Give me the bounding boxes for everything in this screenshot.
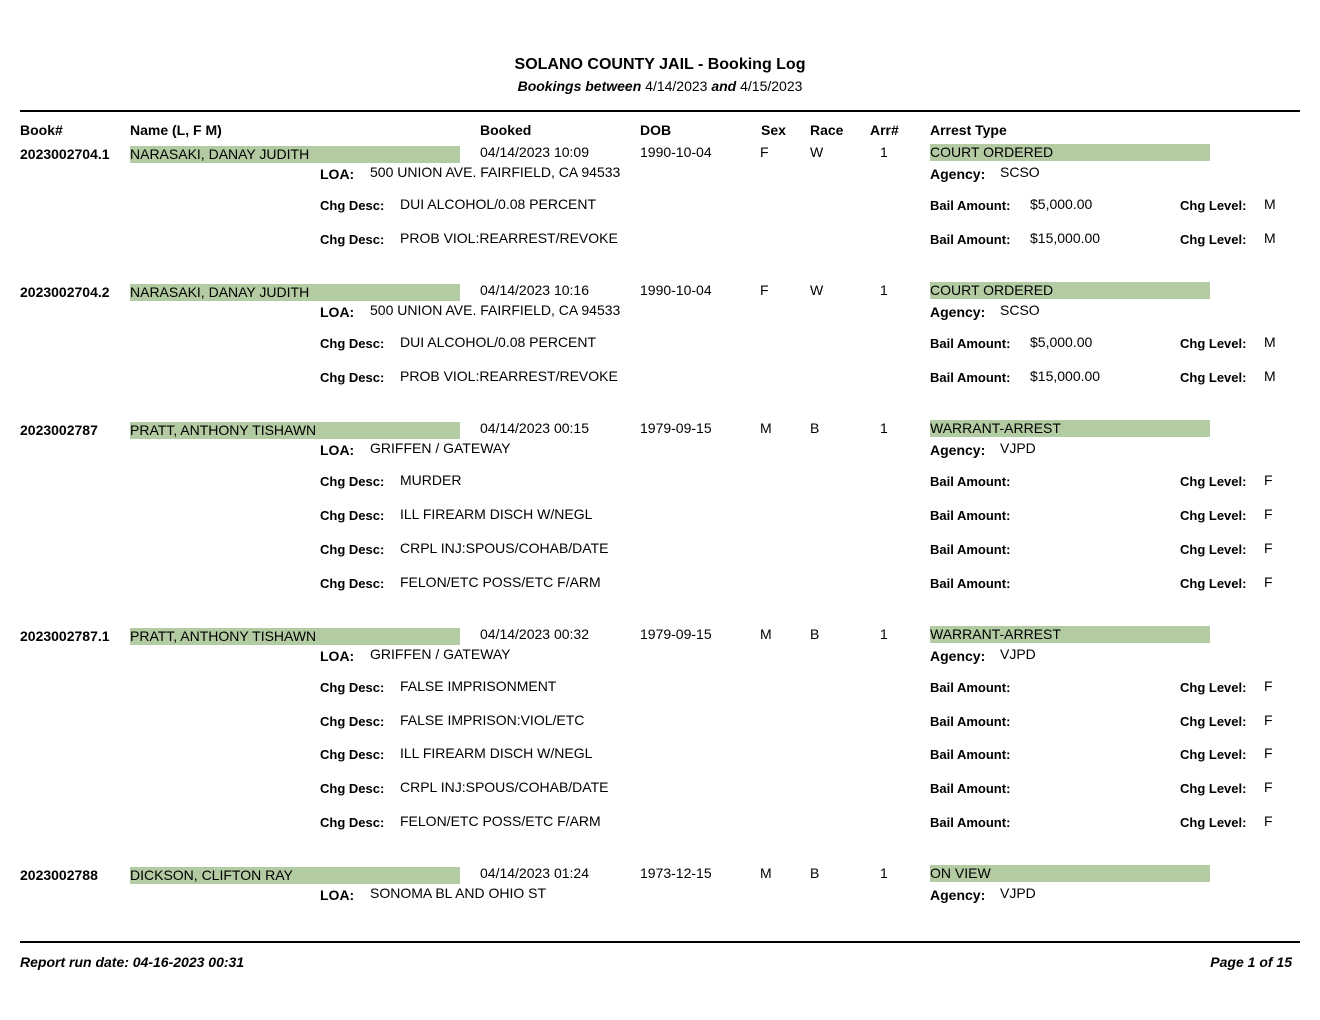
loa-value: SONOMA BL AND OHIO ST (370, 885, 547, 901)
inmate-name: PRATT, ANTHONY TISHAWN (130, 422, 460, 439)
col-booked: Booked (480, 122, 532, 138)
agency-value: SCSO (1000, 302, 1040, 318)
arrest-count: 1 (880, 865, 888, 881)
date-from: 4/14/2023 (645, 78, 708, 94)
chg-desc-value: FALSE IMPRISONMENT (400, 678, 557, 694)
sex: M (760, 420, 772, 436)
loa-label: LOA: (320, 304, 355, 320)
chg-level-label: Chg Level: (1180, 508, 1247, 523)
agency-label: Agency: (930, 442, 986, 458)
col-sex: Sex (761, 122, 786, 138)
page-number: Page 1 of 15 (1210, 954, 1292, 970)
col-arr: Arr# (870, 122, 899, 138)
inmate-name: NARASAKI, DANAY JUDITH (130, 146, 460, 163)
bail-amount-label: Bail Amount: (930, 474, 1011, 489)
loa-value: 500 UNION AVE. FAIRFIELD, CA 94533 (370, 302, 621, 318)
loa-label: LOA: (320, 442, 355, 458)
chg-level-label: Chg Level: (1180, 198, 1247, 213)
chg-desc-value: ILL FIREARM DISCH W/NEGL (400, 745, 593, 761)
chg-level-value: F (1264, 745, 1273, 761)
chg-desc-value: DUI ALCOHOL/0.08 PERCENT (400, 196, 597, 212)
chg-level-label: Chg Level: (1180, 576, 1247, 591)
booked-datetime: 04/14/2023 10:16 (480, 282, 589, 298)
chg-level-label: Chg Level: (1180, 542, 1247, 557)
booked-datetime: 04/14/2023 00:15 (480, 420, 589, 436)
bail-amount-label: Bail Amount: (930, 815, 1011, 830)
inmate-name: NARASAKI, DANAY JUDITH (130, 284, 460, 301)
chg-desc-label: Chg Desc: (320, 474, 385, 489)
dob: 1979-09-15 (640, 420, 712, 436)
arrest-count: 1 (880, 626, 888, 642)
arrest-count: 1 (880, 282, 888, 298)
inmate-name: PRATT, ANTHONY TISHAWN (130, 628, 460, 645)
subtitle-prefix: Bookings between (517, 78, 642, 94)
chg-level-label: Chg Level: (1180, 714, 1247, 729)
chg-level-label: Chg Level: (1180, 336, 1247, 351)
chg-desc-value: FELON/ETC POSS/ETC F/ARM (400, 574, 601, 590)
bail-amount-label: Bail Amount: (930, 781, 1011, 796)
arrest-type: COURT ORDERED (930, 144, 1210, 161)
chg-desc-label: Chg Desc: (320, 508, 385, 523)
chg-level-label: Chg Level: (1180, 781, 1247, 796)
arrest-type: COURT ORDERED (930, 282, 1210, 299)
chg-desc-value: FELON/ETC POSS/ETC F/ARM (400, 813, 601, 829)
booked-datetime: 04/14/2023 01:24 (480, 865, 589, 881)
bail-amount-label: Bail Amount: (930, 198, 1011, 213)
bail-amount-value: $5,000.00 (1030, 334, 1093, 350)
subtitle-and: and (711, 78, 737, 94)
chg-level-value: M (1264, 196, 1276, 212)
chg-desc-label: Chg Desc: (320, 370, 385, 385)
race: W (810, 282, 824, 298)
col-book: Book# (20, 122, 63, 138)
chg-level-value: F (1264, 712, 1273, 728)
agency-value: VJPD (1000, 646, 1036, 662)
chg-level-value: F (1264, 472, 1273, 488)
sex: F (760, 144, 769, 160)
loa-value: GRIFFEN / GATEWAY (370, 440, 511, 456)
book-number: 2023002788 (20, 867, 98, 883)
bail-amount-label: Bail Amount: (930, 508, 1011, 523)
chg-level-label: Chg Level: (1180, 474, 1247, 489)
report-subtitle (0, 78, 1320, 94)
dob: 1979-09-15 (640, 626, 712, 642)
col-race: Race (810, 122, 844, 138)
header-rule (20, 110, 1300, 112)
arrest-count: 1 (880, 420, 888, 436)
sex: M (760, 626, 772, 642)
bail-amount-label: Bail Amount: (930, 542, 1011, 557)
chg-level-value: F (1264, 678, 1273, 694)
chg-level-label: Chg Level: (1180, 680, 1247, 695)
agency-value: VJPD (1000, 885, 1036, 901)
book-number: 2023002704.2 (20, 284, 110, 300)
chg-level-value: F (1264, 506, 1273, 522)
chg-desc-value: PROB VIOL:REARREST/REVOKE (400, 368, 618, 384)
chg-level-label: Chg Level: (1180, 747, 1247, 762)
chg-desc-label: Chg Desc: (320, 747, 385, 762)
chg-desc-label: Chg Desc: (320, 542, 385, 557)
loa-label: LOA: (320, 166, 355, 182)
chg-desc-value: ILL FIREARM DISCH W/NEGL (400, 506, 593, 522)
bail-amount-value: $5,000.00 (1030, 196, 1093, 212)
chg-level-label: Chg Level: (1180, 815, 1247, 830)
chg-desc-label: Chg Desc: (320, 198, 385, 213)
bail-amount-label: Bail Amount: (930, 747, 1011, 762)
bail-amount-label: Bail Amount: (930, 370, 1011, 385)
chg-desc-value: DUI ALCOHOL/0.08 PERCENT (400, 334, 597, 350)
arrest-type: ON VIEW (930, 865, 1210, 882)
bail-amount-value: $15,000.00 (1030, 230, 1101, 246)
booked-datetime: 04/14/2023 10:09 (480, 144, 589, 160)
race: B (810, 626, 820, 642)
agency-label: Agency: (930, 887, 986, 903)
bail-amount-label: Bail Amount: (930, 680, 1011, 695)
report-run-date: Report run date: 04-16-2023 00:31 (20, 954, 245, 970)
chg-desc-label: Chg Desc: (320, 815, 385, 830)
loa-label: LOA: (320, 648, 355, 664)
chg-desc-value: CRPL INJ:SPOUS/COHAB/DATE (400, 540, 609, 556)
chg-desc-value: CRPL INJ:SPOUS/COHAB/DATE (400, 779, 609, 795)
arrest-type: WARRANT-ARREST (930, 626, 1210, 643)
chg-level-value: F (1264, 779, 1273, 795)
bail-amount-label: Bail Amount: (930, 576, 1011, 591)
bail-amount-value: $15,000.00 (1030, 368, 1101, 384)
inmate-name: DICKSON, CLIFTON RAY (130, 867, 460, 884)
agency-value: SCSO (1000, 164, 1040, 180)
chg-level-value: F (1264, 540, 1273, 556)
chg-desc-label: Chg Desc: (320, 680, 385, 695)
date-to: 4/15/2023 (740, 78, 803, 94)
book-number: 2023002704.1 (20, 146, 110, 162)
bail-amount-label: Bail Amount: (930, 336, 1011, 351)
loa-value: GRIFFEN / GATEWAY (370, 646, 511, 662)
report-title: SOLANO COUNTY JAIL - Booking Log (514, 56, 806, 73)
dob: 1990-10-04 (640, 282, 712, 298)
arrest-count: 1 (880, 144, 888, 160)
race: B (810, 420, 820, 436)
chg-desc-value: FALSE IMPRISON:VIOL/ETC (400, 712, 585, 728)
col-arrest-type: Arrest Type (930, 122, 1007, 138)
chg-desc-value: MURDER (400, 472, 462, 488)
chg-level-value: M (1264, 368, 1276, 384)
chg-desc-label: Chg Desc: (320, 576, 385, 591)
race: W (810, 144, 824, 160)
chg-level-value: M (1264, 230, 1276, 246)
chg-level-value: M (1264, 334, 1276, 350)
loa-label: LOA: (320, 887, 355, 903)
dob: 1990-10-04 (640, 144, 712, 160)
col-name: Name (L, F M) (130, 122, 222, 138)
book-number: 2023002787.1 (20, 628, 110, 644)
arrest-type: WARRANT-ARREST (930, 420, 1210, 437)
col-dob: DOB (640, 122, 672, 138)
agency-label: Agency: (930, 648, 986, 664)
footer-rule (20, 941, 1300, 943)
booked-datetime: 04/14/2023 00:32 (480, 626, 589, 642)
chg-desc-label: Chg Desc: (320, 232, 385, 247)
chg-desc-label: Chg Desc: (320, 336, 385, 351)
chg-level-value: F (1264, 574, 1273, 590)
dob: 1973-12-15 (640, 865, 712, 881)
sex: F (760, 282, 769, 298)
loa-value: 500 UNION AVE. FAIRFIELD, CA 94533 (370, 164, 621, 180)
bail-amount-label: Bail Amount: (930, 232, 1011, 247)
chg-level-label: Chg Level: (1180, 232, 1247, 247)
chg-level-label: Chg Level: (1180, 370, 1247, 385)
bail-amount-label: Bail Amount: (930, 714, 1011, 729)
chg-desc-label: Chg Desc: (320, 781, 385, 796)
chg-desc-label: Chg Desc: (320, 714, 385, 729)
chg-level-value: F (1264, 813, 1273, 829)
agency-label: Agency: (930, 166, 986, 182)
race: B (810, 865, 820, 881)
chg-desc-value: PROB VIOL:REARREST/REVOKE (400, 230, 618, 246)
book-number: 2023002787 (20, 422, 98, 438)
sex: M (760, 865, 772, 881)
agency-label: Agency: (930, 304, 986, 320)
agency-value: VJPD (1000, 440, 1036, 456)
